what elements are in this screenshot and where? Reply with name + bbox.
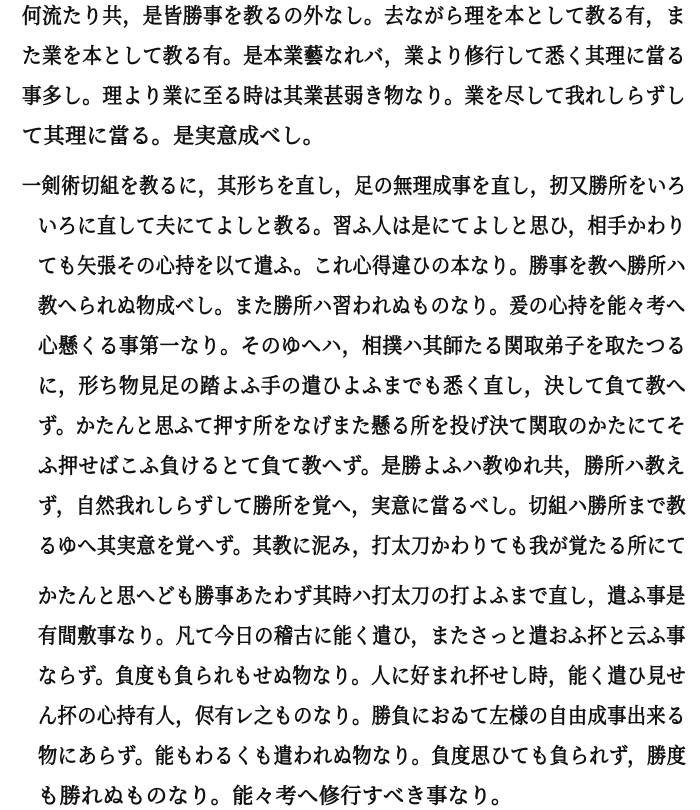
text-line: 心懸くる事第一なり。そのゆへハ，相撲ハ其師たる関取弟子を取たつる: [38, 333, 687, 358]
text-line: 何流たり共，是皆勝事を教るの外なし。去ながら理を本として教る有，ま: [22, 3, 686, 28]
text-line: ても矢張その心持を以て遣ふ。これ心得違ひの本なり。勝事を教へ勝所ハ: [38, 253, 687, 278]
text-line: ん抔の心持有人，侭有レ之ものなり。勝負におゐて左様の自由成事出来る: [38, 703, 686, 728]
text-line: て其理に當る。是実意成べし。: [22, 123, 325, 148]
text-line: 有間敷事なり。凡て今日の稽古に能く遣ひ，またさっと遣おふ抔と云ふ事: [38, 623, 686, 648]
text-line: に，形ち物見足の踏よふ手の遣ひよふまでも悉く直し，決して負て教へ: [38, 373, 687, 398]
text-line: た業を本として教る有。是本業藝なれバ，業より修行して悉く其理に當る: [22, 43, 686, 68]
text-line: ふ押せばこふ負けるとて負て教へず。是勝よふハ教ゆれ共，勝所ハ教え: [38, 453, 686, 478]
text-line: ず，自然我れしらずして勝所を覚へ，実意に當るべし。切組ハ勝所まで教: [38, 493, 687, 518]
text-line: ず。かたんと思ふて押す所をなげまた懸る所を投げ決て関取のかたにてそ: [38, 413, 687, 438]
text-line: かたんと思へども勝事あたわず其時ハ打太刀の打よふまで直し，遣ふ事是: [38, 583, 686, 608]
text-line: 物にあらず。能もわるくも遣われぬ物なり。負度思ひても負られず，勝度: [38, 743, 687, 768]
text-line: るゆへ其実意を覚へず。其教に泥み，打太刀かわりても我が覚たる所にて: [38, 533, 687, 558]
text-line: も勝れぬものなり。能々考へ修行すべき事なり。: [38, 783, 513, 808]
text-line: 一剣術切組を教るに，其形ちを直し，足の無理成事を直し，扨又勝所をいろ: [22, 173, 687, 198]
text-line: 事多し。理より業に至る時は其業甚弱き物なり。業を尽して我れしらずし: [22, 83, 686, 108]
text-line: いろに直して夫にてよしと教る。習ふ人は是にてよしと思ひ，相手かわり: [38, 213, 686, 238]
text-line: ならず。負度も負られもせぬ物なり。人に好まれ抔せし時，能く遣ひ見せ: [38, 663, 687, 688]
text-line: 教へられぬ物成べし。また勝所ハ習われぬものなり。爰の心持を能々考へ: [38, 293, 686, 318]
